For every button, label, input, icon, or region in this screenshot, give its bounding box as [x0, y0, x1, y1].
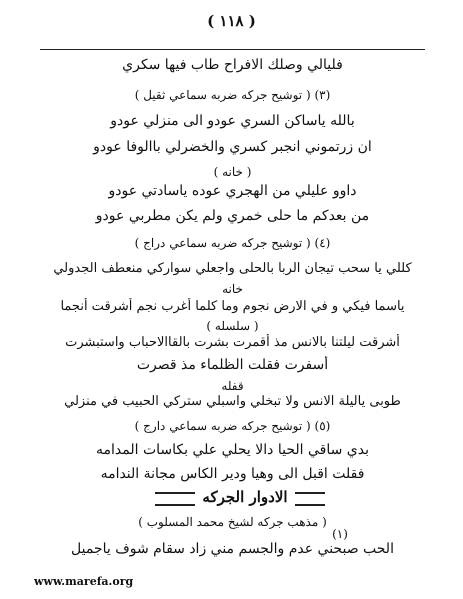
text-line: داوو عليلي من الهجري عوده ياسادتي عودو	[108, 183, 357, 199]
text-line: ان زرتموني انجبر كسري والخضرلي باالوفا عودو	[93, 139, 372, 155]
text-line: أسفرت فقلت الظلماء مذ قصرت	[136, 357, 329, 373]
verse-number: (١)	[332, 527, 348, 541]
section-label: ( خانه )	[213, 165, 252, 179]
text-line: بدي ساقي الحيا دالا يحلي علي بكاسات المدامه	[96, 442, 369, 458]
section-label: قفله	[221, 379, 244, 393]
section-heading: ( مذهب جركه لشيخ محمد المسلوب )	[138, 515, 327, 529]
header-rule	[40, 49, 425, 50]
section-heading: (٥) ( توشيح جركه ضربه سماعي دارج )	[134, 419, 331, 433]
ornament-right	[295, 492, 325, 506]
text-line: الحب صبحني عدم والجسم مني زاد سقام شوف ياجميل	[71, 541, 394, 557]
section-label: ( سلسله )	[206, 319, 259, 333]
text-line: فقلت اقبل الى وهيا ودير الكاس مجانة الندامه	[100, 466, 365, 482]
text-line: من بعدكم ما حلى خمري ولم يكن مطربي عودو	[95, 208, 370, 224]
chapter-title: الادوار الجركه	[202, 488, 288, 506]
footer-url: www.marefa.org	[34, 575, 134, 588]
text-line: طوبى ياليلة الانس ولا تبخلي واسبلي ستركي الحبيب في منزلي	[64, 394, 401, 409]
section-label: خانه	[222, 282, 243, 296]
text-line: فليالي وصلك الافراح طاب فيها سكري	[122, 57, 343, 73]
text-line: بالله ياساكن السري عودو الى منزلي عودو	[110, 113, 355, 129]
text-line: ياسما فيكي و في الارض نجوم وما كلما أغرب نجم أشرقت أنجما	[60, 299, 405, 314]
text-line: أشرقت ليلتنا بالانس مذ أقمرت بشرت بالقاالاحباب واستبشرت	[65, 335, 400, 350]
section-heading: (٤) ( توشيح جركه ضربه سماعي دراج )	[134, 236, 331, 250]
page-number: ( ١١٨ )	[207, 12, 256, 30]
text-line: كللي يا سحب تيجان الربا بالحلى واجعلي سواركي منعطف الجدولي	[53, 261, 412, 276]
ornament-left	[155, 492, 195, 506]
section-heading: (٣) ( توشيح جركه ضربه سماعي ثقيل )	[134, 88, 331, 102]
